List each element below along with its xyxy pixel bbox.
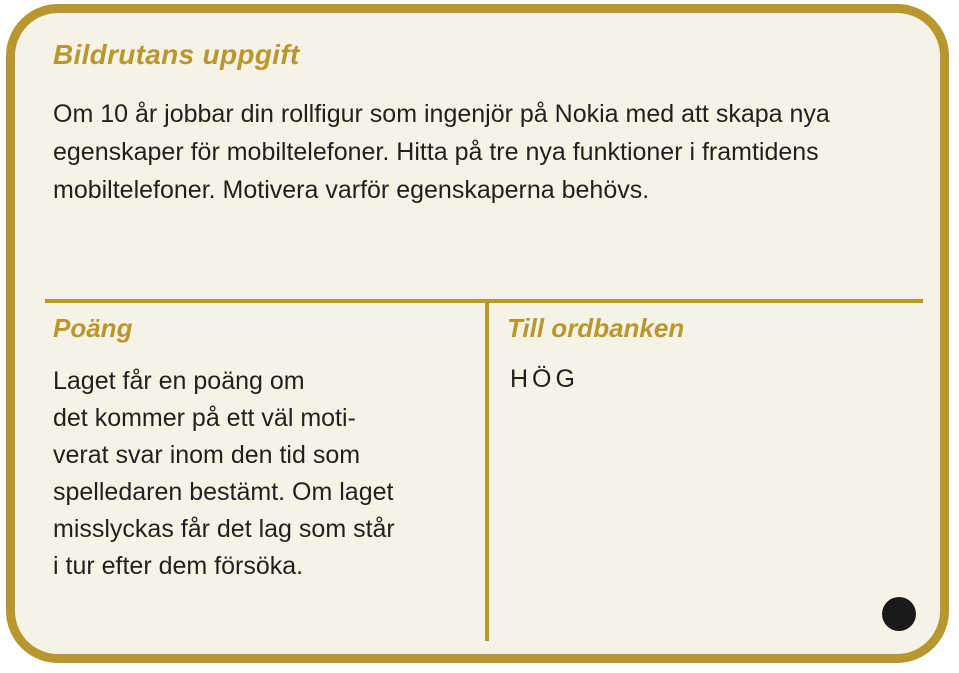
points-description: Laget får en poäng om det kommer på ett väl moti- verat svar inom den tid som spelledaren bestämt. Om laget misslyckas får det lag som står i tur efter dem försöka. (53, 367, 395, 580)
vertical-divider (485, 299, 489, 641)
dot-marker (882, 597, 916, 631)
task-description: Om 10 år jobbar din rollfigur som ingenjör på Nokia med att skapa nya egenskaper för mobiltelefoner. Hitta på tre nya funktioner i framtidens mobiltelefoner. Motivera varför egenskaperna behövs. (53, 100, 830, 204)
word-bank-word: HÖG (510, 365, 579, 393)
card-heading: Bildrutans uppgift (53, 39, 300, 70)
word-bank-heading: Till ordbanken (507, 313, 685, 343)
horizontal-divider (45, 299, 923, 303)
points-heading: Poäng (53, 313, 133, 343)
task-card (6, 4, 949, 663)
